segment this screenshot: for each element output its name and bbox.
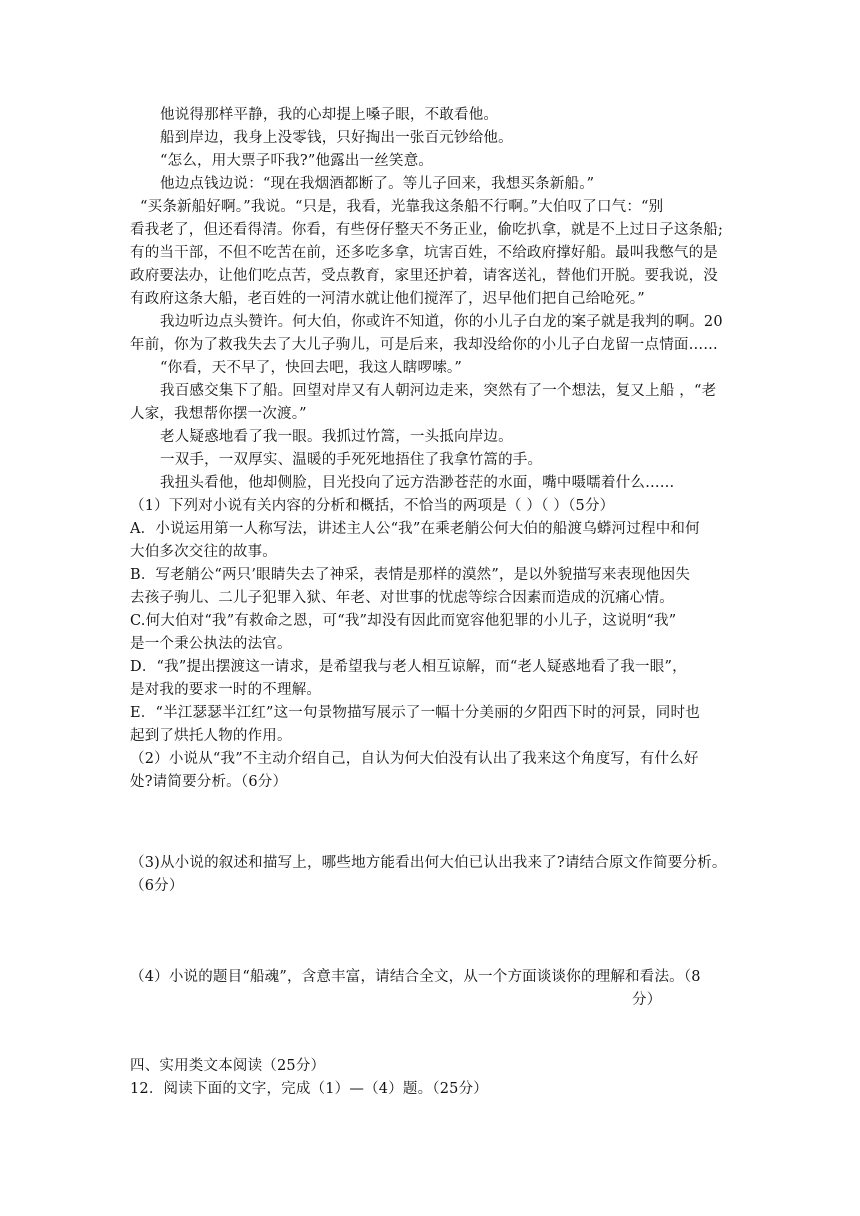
story-line: 有政府这条大船，老百姓的一河清水就让他们搅浑了，迟早他们把自己给呛死。”: [130, 291, 645, 307]
story-line: 他边点钱边说：“现在我烟酒都断了。等儿子回来，我想买条新船。”: [160, 176, 595, 192]
story-line: 他说得那样平静，我的心却提上嗓子眼，不敢看他。: [160, 107, 499, 123]
question-1-option-d: 是对我的要求一时的不理解。: [130, 682, 322, 698]
question-4: （4）小说的题目“船魂”，含意丰富，请结合全文，从一个方面谈谈你的理解和看法。（8: [130, 969, 701, 985]
story-line: 我百感交集下了船。回望对岸又有人朝河边走来，突然有了一个想法，复又上船 ，“老: [160, 383, 717, 399]
story-line: 有的当干部，不但不吃苦在前，还多吃多拿，坑害百姓，不给政府撑好船。最叫我憋气的是: [130, 245, 718, 261]
question-1-option-d: D．“我”提出摆渡这一请求，是希望我与老人相互谅解，而“老人疑惑地看了我一眼”，: [130, 659, 687, 675]
story-line: 政府要法办，让他们吃点苦，受点教育，家里还护着，请客送礼，替他们开脱。要我说，没: [130, 268, 718, 284]
question-3: （3)从小说的叙述和描写上，哪些地方能看出何大伯已认出我来了?请结合原文作简要分析。: [130, 855, 727, 871]
story-line: “怎么，用大票子吓我?”他露出一丝笑意。: [160, 153, 434, 169]
story-line: 我扭头看他，他却侧脸，目光投向了远方浩渺苍茫的水面，嘴中嗫嚅着什么……: [160, 475, 675, 491]
question-1-stem: （1）下列对小说有关内容的分析和概括，不恰当的两项是（ ）（ ）（5分）: [130, 498, 615, 514]
question-3: （6分）: [130, 878, 184, 894]
story-line: 一双手，一双厚实、温暖的手死死地捂住了我拿竹篙的手。: [160, 452, 543, 468]
story-line: “你看，天不早了，快回去吧，我这人瞎啰嗦。”: [160, 360, 462, 376]
question-1-option-a: A．小说运用第一人称写法，讲述主人公“我”在乘老艄公何大伯的船渡乌蟒河过程中和何: [130, 521, 700, 537]
story-line: “买条新船好啊。”我说。“只是，我看，光靠我这条船不行啊。”大伯叹了口气：“别: [140, 199, 664, 215]
story-line: 看我老了，但还看得清。你看，有些伢仔整天不务正业，偷吃扒拿，就是不上过日子这条船;: [130, 222, 724, 238]
story-line: 老人疑惑地看了我一眼。我抓过竹篙，一头抵向岸边。: [160, 429, 513, 445]
question-1-option-e: E．“半江瑟瑟半江红”这一句景物描写展示了一幅十分美丽的夕阳西下时的河景，同时也: [130, 705, 700, 721]
question-1-option-b: 去孩子驹儿、二儿子犯罪入狱、年老、对世事的忧虑等综合因素而造成的沉痛心情。: [130, 590, 674, 606]
question-1-option-b: B．写老艄公“两只’眼睛失去了神采，表情是那样的漠然”，是以外貌描写来表现他因失: [130, 567, 691, 583]
question-1-option-c: C.何大伯对“我”有救命之恩，可“我”却没有因此而宽容他犯罪的小儿子，这说明“我”: [130, 613, 677, 629]
story-line: 人家，我想帮你摆一次渡。”: [130, 406, 307, 422]
story-line: 年前，你为了救我失去了大儿子驹儿，可是后来，我却没给你的小儿子白龙留一点情面……: [130, 337, 718, 353]
section-title: 四、实用类文本阅读（25分）: [130, 1058, 326, 1074]
story-line: 我边听边点头赞许。何大伯，你或许不知道，你的小儿子白龙的案子就是我判的啊。20: [160, 314, 723, 330]
question-1-option-c: 是一个秉公执法的法官。: [130, 636, 292, 652]
question-12: 12．阅读下面的文字，完成（1）—（4）题。（25分）: [130, 1081, 489, 1097]
question-2: 处?请简要分析。（6分）: [130, 774, 288, 790]
question-2: （2）小说从“我”不主动介绍自己，自认为何大伯没有认出了我来这个角度写，有什么好: [130, 751, 699, 767]
question-1-option-a: 大伯多次交往的故事。: [130, 544, 277, 560]
question-4: 分）: [632, 992, 662, 1008]
story-line: 船到岸边，我身上没零钱，只好掏出一张百元钞给他。: [160, 130, 513, 146]
question-1-option-e: 起到了烘托人物的作用。: [130, 728, 292, 744]
